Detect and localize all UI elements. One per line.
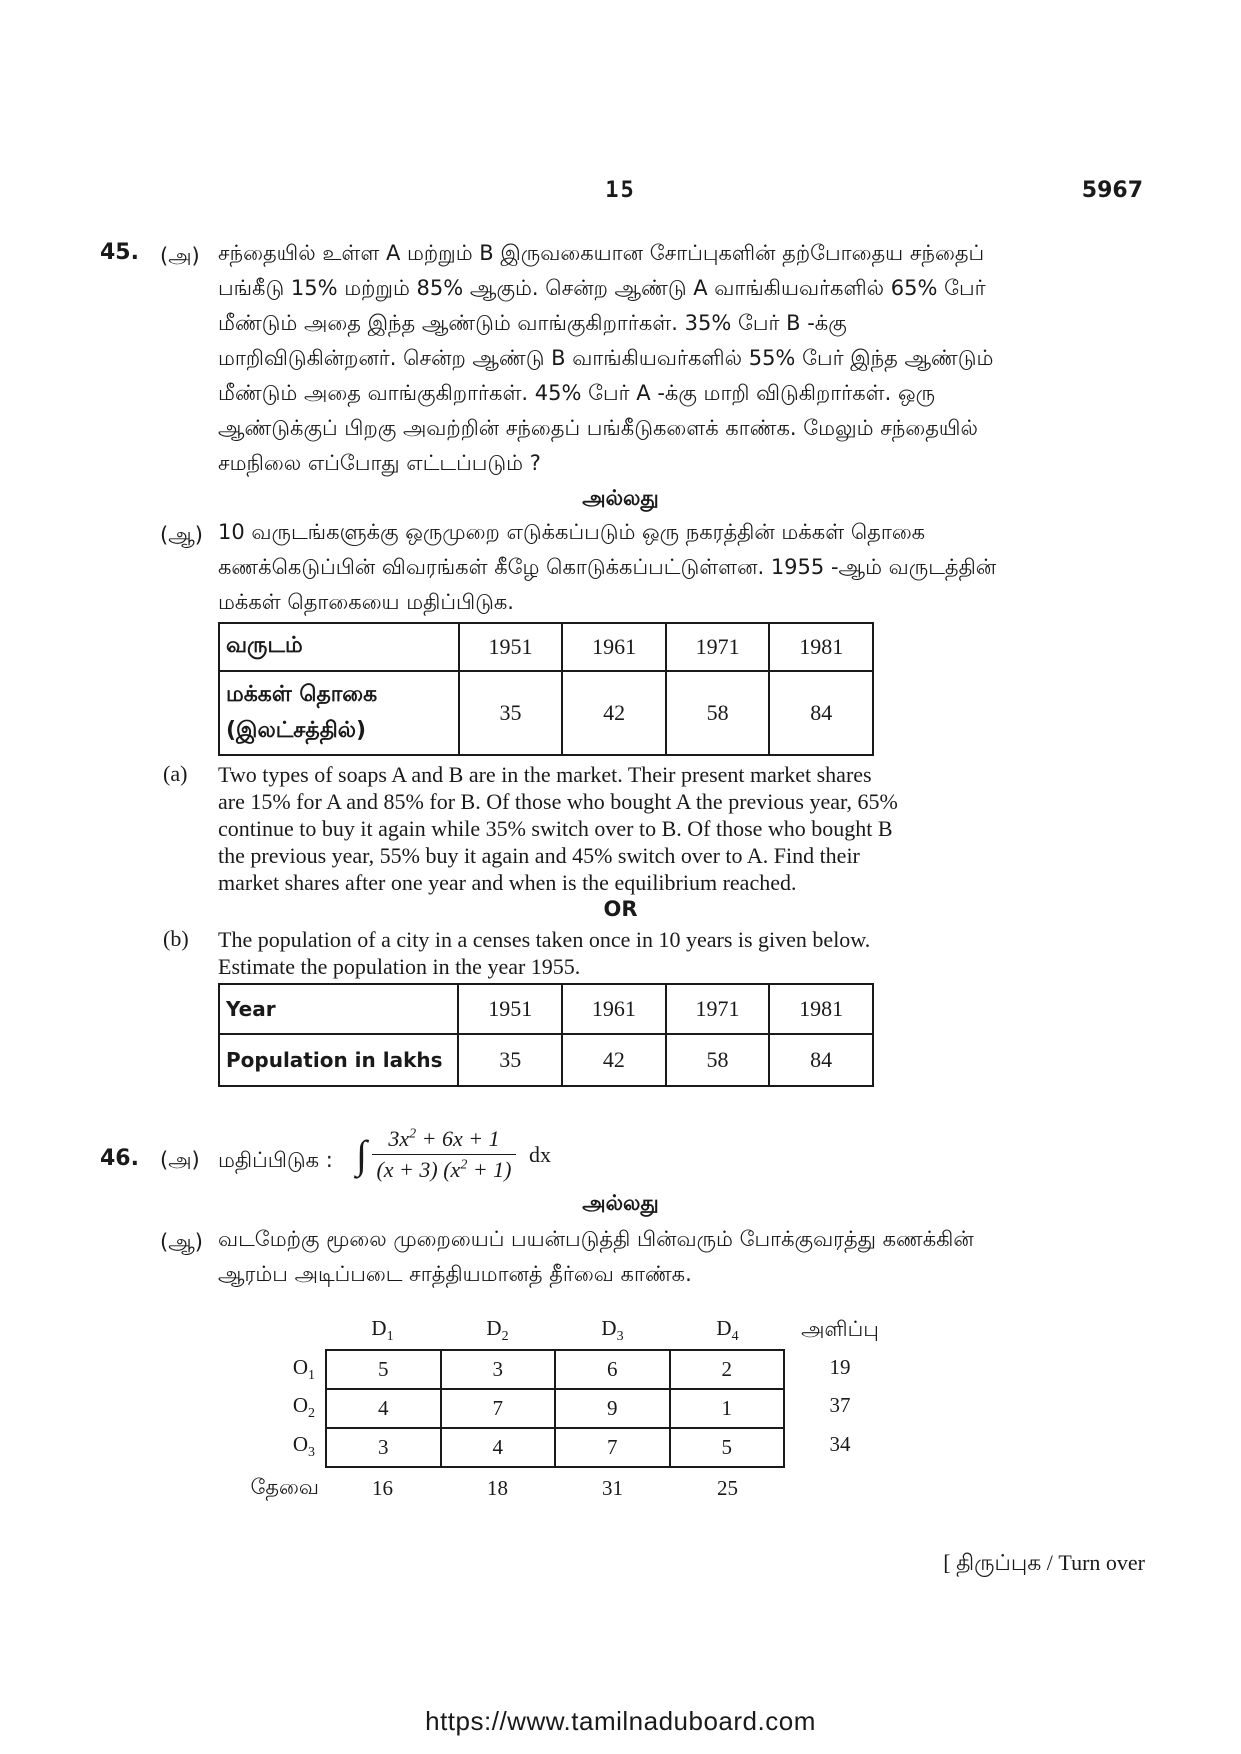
table-cell: 84 [769, 1034, 873, 1086]
website-url[interactable]: https://www.tamilnaduboard.com [425, 1706, 816, 1736]
demand-value: 16 [372, 1475, 393, 1500]
cost-cell: 7 [441, 1389, 556, 1428]
q45-b-marker: (ஆ) [160, 523, 203, 547]
paper-code: 5967 [1081, 178, 1143, 203]
question-number-45: 45. [100, 240, 139, 265]
fraction-numerator: $3x^2 + 6x + 1$ [372, 1126, 515, 1155]
table-header-year: வருடம் [219, 623, 459, 671]
page-number: 15 [605, 178, 636, 203]
supply-value: 19 [829, 1355, 851, 1379]
table-cell: 1951 [459, 623, 563, 671]
q46-b-marker: (ஆ) [160, 1230, 203, 1254]
supply-header: அளிப்பு [801, 1317, 879, 1341]
table-header-year: Year [219, 984, 458, 1034]
dx-label: dx [529, 1141, 551, 1167]
turn-over-note: [ திருப்புக / Turn over [943, 1550, 1145, 1575]
label-line: (இலட்சத்தில்) [226, 718, 367, 743]
q45-b-en-text [218, 926, 1088, 980]
text-line: 10 வருடங்களுக்கு ஒருமுறை எடுக்கப்படும் ஒரு நகரத்தின் மக்கள் தொகை [218, 520, 926, 544]
q45-or-tamil: அல்லது [582, 486, 659, 510]
cost-cell: 9 [555, 1389, 670, 1428]
q45-b-en-marker: (b) [163, 926, 189, 951]
integral-expression [356, 1126, 551, 1183]
demand-value: 25 [717, 1475, 738, 1500]
supply-value: 34 [829, 1432, 851, 1456]
text-line: Two types of soaps A and B are in the market. Their present market shares [218, 762, 872, 787]
cost-cell: 2 [670, 1350, 785, 1389]
cost-cell: 5 [670, 1428, 785, 1467]
text-line: மீண்டும் அதை இந்த ஆண்டும் வாங்குகிறார்கள். 35% பேர் B -க்கு [218, 311, 847, 335]
destination-header: $D_2$ [486, 1315, 509, 1345]
label-line: மக்கள் தொகை [226, 682, 378, 707]
text-line: கணக்கெடுப்பின் விவரங்கள் கீழே கொடுக்கப்பட்டுள்ளன. 1955 -ஆம் வருடத்தின் [218, 555, 997, 579]
origin-label: $O_3$ [292, 1432, 315, 1461]
q46-a-text: மதிப்பிடுக : [218, 1148, 333, 1172]
text-line: மக்கள் தொகையை மதிப்பிடுக. [218, 590, 514, 614]
cost-cell: 6 [555, 1350, 670, 1389]
q45-b-tamil-text [218, 515, 1088, 620]
table-cell: 84 [769, 671, 873, 755]
text-line: market shares after one year and when is the equilibrium reached. [218, 870, 797, 895]
cost-matrix [325, 1349, 785, 1468]
q45-a-marker: (அ) [160, 244, 200, 268]
table-cell: 1981 [769, 984, 873, 1034]
table-cell: 42 [562, 1034, 666, 1086]
destination-header: $D_4$ [716, 1315, 739, 1345]
text-line: the previous year, 55% buy it again and 45% switch over to A. Find their [218, 843, 860, 868]
table-header-population: Population in lakhs [219, 1034, 458, 1086]
table-cell: 35 [459, 671, 563, 755]
demand-label: தேவை [250, 1474, 319, 1499]
table-cell: 1971 [666, 984, 770, 1034]
cost-cell: 4 [441, 1428, 556, 1467]
table-header-population [219, 671, 459, 755]
text-line: சந்தையில் உள்ள A மற்றும் B இருவகையான சோப்புகளின் தற்போதைய சந்தைப் [218, 241, 985, 265]
q45-a-en-text [218, 761, 1088, 896]
q45-a-en-marker: (a) [163, 761, 188, 786]
integral-fraction [372, 1126, 515, 1183]
table-cell: 1981 [769, 623, 873, 671]
table-cell: 58 [666, 1034, 770, 1086]
cost-cell: 1 [670, 1389, 785, 1428]
supply-value: 37 [829, 1393, 851, 1417]
text-line: பங்கீடு 15% மற்றும் 85% ஆகும். சென்ற ஆண்டு A வாங்கியவர்களில் 65% பேர் [218, 276, 986, 300]
demand-value: 18 [487, 1475, 508, 1500]
origin-label: $O_2$ [292, 1393, 315, 1422]
text-line: Estimate the population in the year 1955. [218, 954, 581, 979]
transportation-table [240, 1312, 895, 1508]
question-number-46: 46. [100, 1146, 139, 1171]
text-line: continue to buy it again while 35% switch over to B. Of those who bought B [218, 816, 893, 841]
table-cell: 58 [666, 671, 770, 755]
cost-cell: 5 [326, 1350, 441, 1389]
destination-header: $D_3$ [601, 1315, 624, 1345]
table-cell: 1961 [562, 984, 666, 1034]
text-line: ஆரம்ப அடிப்படை சாத்தியமானத் தீர்வை காண்க. [218, 1262, 692, 1286]
population-table-tamil [218, 622, 874, 756]
table-cell: 1971 [666, 623, 770, 671]
q46-or-tamil: அல்லது [582, 1191, 659, 1215]
fraction-denominator: (x + 3) $(x^2 + 1)$ [376, 1157, 512, 1182]
cost-cell: 3 [326, 1428, 441, 1467]
q45-a-tamil-text [218, 236, 1088, 481]
text-line: மாறிவிடுகின்றனர். சென்ற ஆண்டு B வாங்கியவர்களில் 55% பேர் இந்த ஆண்டும் [218, 346, 994, 370]
cost-cell: 7 [555, 1428, 670, 1467]
destination-header: $D_1$ [371, 1315, 394, 1345]
table-cell: 1961 [562, 623, 666, 671]
origin-label: $O_1$ [292, 1355, 315, 1384]
q46-b-text [218, 1222, 1088, 1292]
text-line: are 15% for A and 85% for B. Of those who bought A the previous year, 65% [218, 789, 898, 814]
text-line: The population of a city in a censes taken once in 10 years is given below. [218, 927, 871, 952]
text-line: ஆண்டுக்குப் பிறகு அவற்றின் சந்தைப் பங்கீடுகளைக் காண்க. மேலும் சந்தையில் [218, 416, 978, 440]
cost-cell: 3 [441, 1350, 556, 1389]
integral-sign: ∫ [356, 1132, 367, 1177]
text-line: சமநிலை எப்போது எட்டப்படும் ? [218, 451, 541, 475]
table-cell: 42 [562, 671, 666, 755]
population-table-english [218, 983, 874, 1087]
q46-a-marker: (அ) [160, 1148, 200, 1172]
table-cell: 35 [458, 1034, 562, 1086]
text-line: வடமேற்கு மூலை முறையைப் பயன்படுத்தி பின்வரும் போக்குவரத்து கணக்கின் [218, 1227, 974, 1251]
demand-value: 31 [602, 1475, 623, 1500]
text-line: மீண்டும் அதை வாங்குகிறார்கள். 45% பேர் A -க்கு மாறி விடுகிறார்கள். ஒரு [218, 381, 936, 405]
q45-or-en: OR [603, 897, 638, 921]
table-cell: 1951 [458, 984, 562, 1034]
cost-cell: 4 [326, 1389, 441, 1428]
